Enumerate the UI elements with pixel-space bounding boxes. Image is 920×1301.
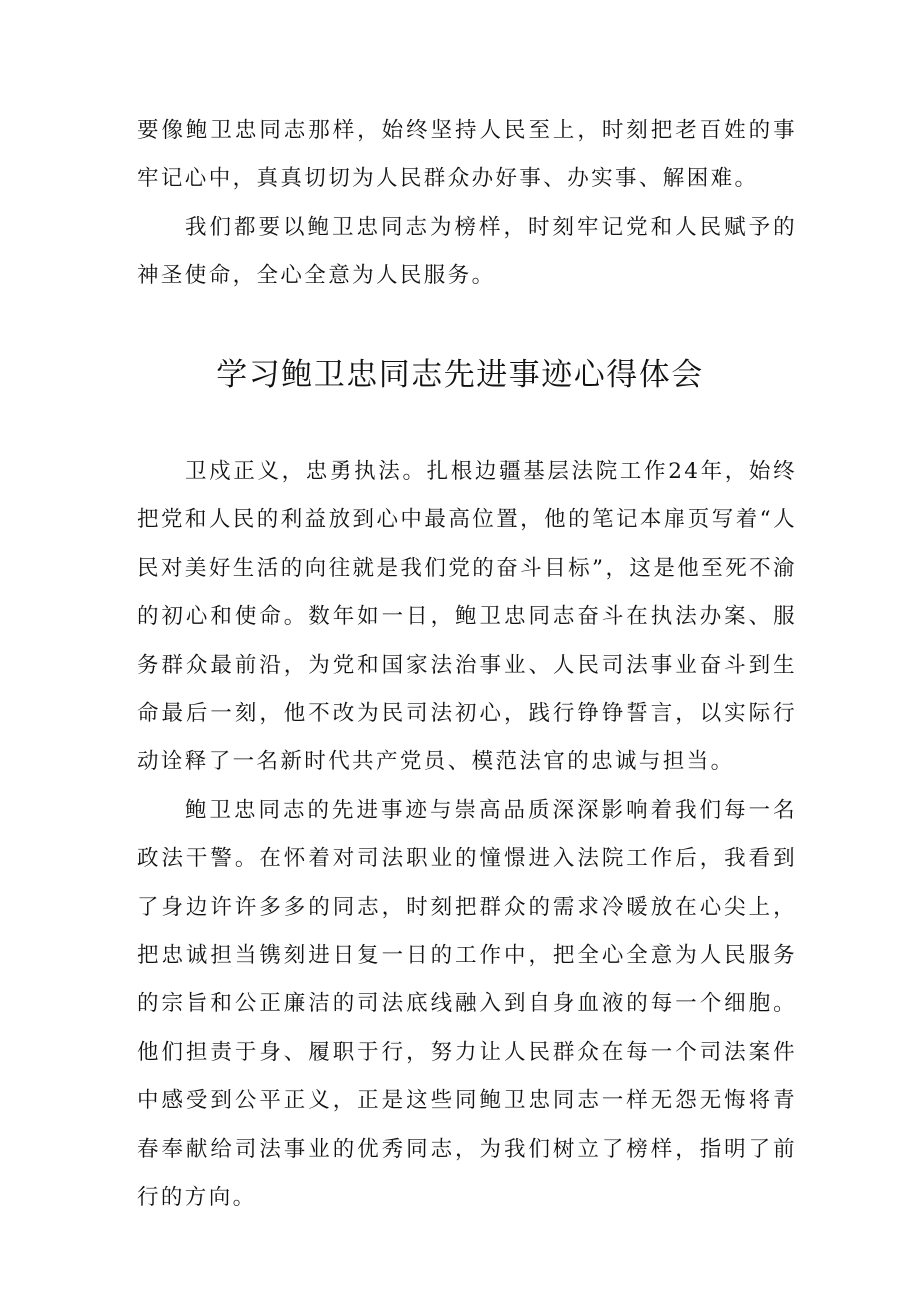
article-title: 学习鲍卫忠同志先进事迹心得体会 (216, 357, 704, 393)
article-paragraph-1: 卫戍正义，忠勇执法。扎根边疆基层法院工作24年，始终把党和人民的利益放到心中最高位置，他的笔记本扉页写着“人民对美好生活的向往就是我们党的奋斗目标”，这是他至死不渝的初心和使命。数年如一日，鲍卫忠同志奋斗在执法办案、服务群众最前沿，为党和国家法治事业、人民司法事业奋斗到生命最后一刻，他不改为民司法初心，践行铮铮誓言，以实际行动诠释了一名新时代共产党员、模范法官的忠诚与担当。 (137, 459, 797, 775)
article-body (137, 448, 797, 1223)
article-paragraph-2: 鲍卫忠同志的先进事迹与崇高品质深深影响着我们每一名政法干警。在怀着对司法职业的憧憬进入法院工作后，我看到了身边许许多多的同志，时刻把群众的需求冷暖放在心尖上，把忠诚担当镌刻进日复一日的工作中，把全心全意为人民服务的宗旨和公正廉洁的司法底线融入到自身血液的每一个细胞。他们担责于身、履职于行，努力让人民群众在每一个司法案件中感受到公平正义，正是这些同鲍卫忠同志一样无怨无悔将青春奉献给司法事业的优秀同志，为我们树立了榜样，指明了前行的方向。 (137, 797, 797, 1211)
continued-paragraph-1: 要像鲍卫忠同志那样，始终坚持人民至上，时刻把老百姓的事牢记心中，真真切切为人民群众办好事、办实事、解困难。 (137, 118, 797, 192)
continued-paragraph-2: 我们都要以鲍卫忠同志为榜样，时刻牢记党和人民赋予的神圣使命，全心全意为人民服务。 (137, 214, 797, 289)
continued-text (137, 107, 797, 301)
